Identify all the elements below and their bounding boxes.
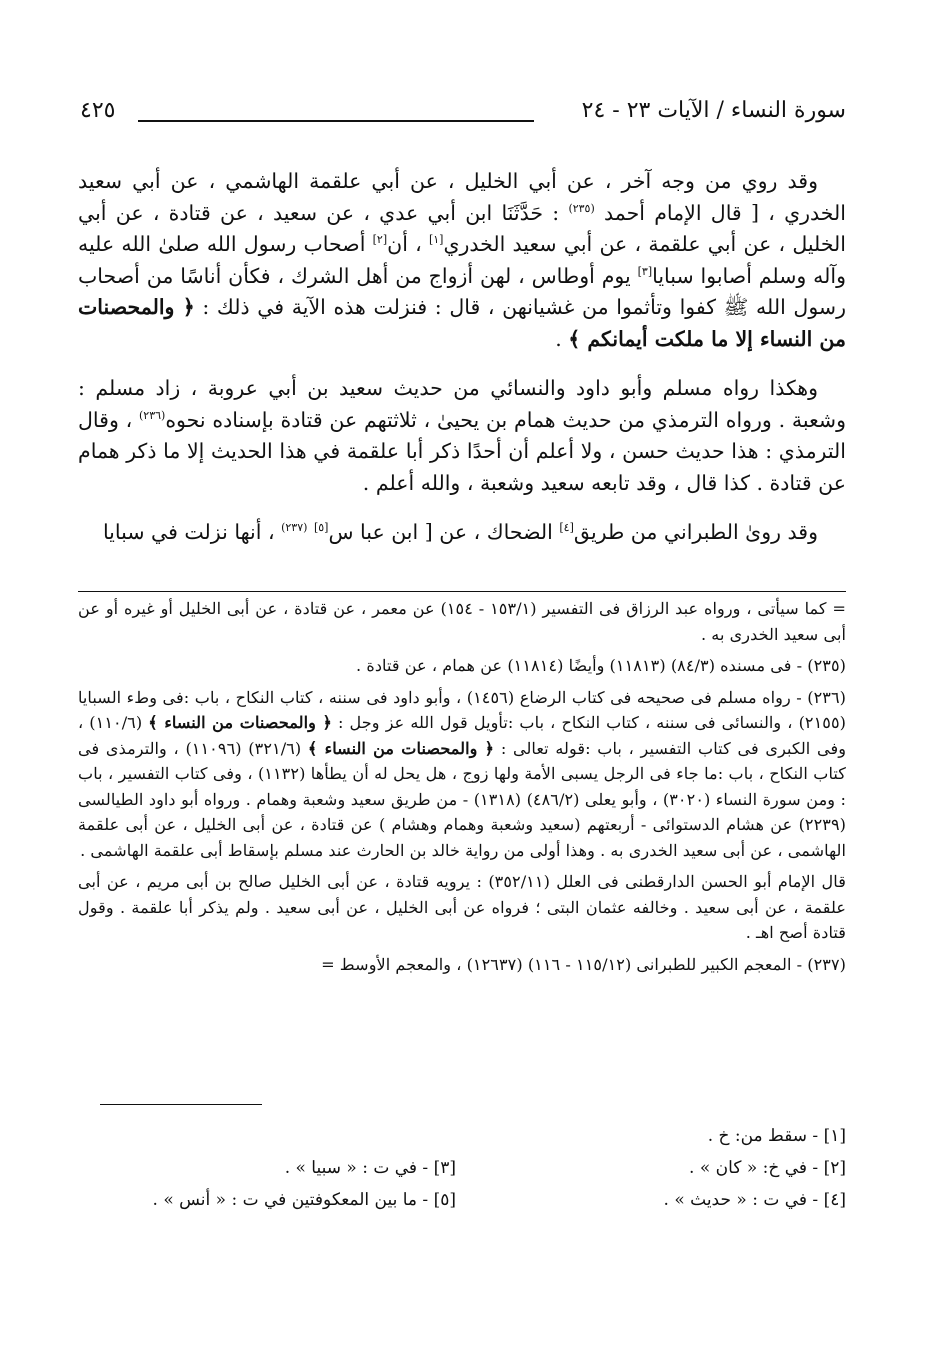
- quran-verse: ﴿ والمحصنات من النساء ﴾: [148, 713, 332, 732]
- quran-verse: ﴿ والمحصنات من النساء ﴾: [307, 738, 495, 758]
- variant-mark: [٢]: [372, 233, 388, 247]
- reference-mark: (٢٣٧): [281, 521, 308, 535]
- manuscript-variants: [100, 1120, 846, 1216]
- paragraph-3: [78, 517, 846, 549]
- text-run: ، وقال الترمذي : هذا حديث حسن ، ولا أعلم أن أحدًا ذكر أبا علقمة في هذا الحديث إلا ما ذكر همام عن قتادة . كذا قال ، وقد تابعه سعيد وشعبة ، والله أعلم .: [78, 407, 846, 495]
- variant-4: [٤] - في ت : « حديث » .: [663, 1190, 846, 1210]
- running-title: سورة النساء / الآيات ٢٣ - ٢٤: [581, 98, 846, 123]
- text-run: (٢٣٦) - رواه مسلم فى صحيحه فى كتاب الرضاع (١٤٥٦) ، وأبو داود فى سننه ، كتاب النكاح ، باب :فى وطء السبايا (٢١٥٥) ، والنسائى فى سننه ، كتاب النكاح ، باب :تأويل قول الله عز وجل :: [78, 687, 846, 732]
- footnote-continuation: = كما سيأتى ، ورواه عبد الرزاق فى التفسير (١٥٣/١ - ١٥٤) عن معمر ، عن قتادة ، عن أبى الخليل أو غيره أو عن أبى سعيد الخدرى به .: [78, 599, 846, 644]
- variant-mark: [٤]: [559, 521, 574, 535]
- text-run: ، أن: [387, 232, 422, 256]
- paragraph-2: [78, 373, 846, 499]
- reference-mark: (٢٣٦): [138, 408, 166, 422]
- text-run: .: [555, 326, 562, 351]
- page-number: ٤٢٥: [80, 98, 116, 123]
- text-run: وقد روىٰ الطبراني من طريق: [573, 520, 818, 544]
- variant-mark: [٣]: [637, 264, 653, 278]
- variant-row: [100, 1184, 846, 1216]
- variants-separator: [100, 1104, 262, 1105]
- variant-1: [١] - سقط من: خ .: [707, 1126, 846, 1146]
- text-run: (١١٠/٦) ، وفى الكبرى فى كتاب التفسير ، باب :قوله تعالى :: [78, 713, 847, 758]
- variant-3: [٣] - في ت : « سبيا » .: [284, 1158, 456, 1178]
- footnote-236-darqutni: قال الإمام أبو الحسن الدارقطنى فى العلل (٣٥٢/١١) : يرويه قتادة ، عن أبى الخليل صالح بن أبى مريم ، عن أبى علقمة ، عن أبى سعيد . وخالفه عثمان البتى ؛ فرواه عن أبى الخليل ، عن أبى سعيد . ولم يذكر أبا علقمة . وقول قتادة أصح اهـ .: [78, 872, 846, 942]
- variant-2: [٢] - في خ: « كان » .: [689, 1158, 846, 1178]
- reference-mark: (٢٣٥): [568, 201, 595, 215]
- variant-mark: [١]: [428, 233, 444, 247]
- footnote-235: (٢٣٥) - فى مسنده (٨٤/٣) (١١٨١٣) وأيضًا (١١٨١٤) عن همام ، عن قتادة .: [356, 656, 846, 675]
- text-run: ، أنها نزلت في سبايا: [102, 520, 275, 544]
- text-run: يوم أوطاس ، لهن أزواج من أهل الشرك ، فكأن أناسًا من أصحاب رسول الله ﷺ كفوا وتأثموا من غشيانهن ، قال : فنزلت هذه الآية في ذلك :: [78, 263, 846, 319]
- quran-verse: ﴿ والمحصنات من النساء إلا ما ملكت أيمانكم ﴾: [78, 295, 846, 351]
- text-run: أصحاب رسول الله صلىٰ الله عليه وآله وسلم أصابوا سبايا: [78, 232, 846, 288]
- footnote-237: (٢٣٧) - المعجم الكبير للطبرانى (١١٥/١٢ - ١١٦) (١٢٦٣٧) ، والمعجم الأوسط =: [321, 954, 846, 974]
- variant-5: [٥] - ما بين المعكوفتين في ت : « أنس » .: [152, 1190, 456, 1210]
- main-text: [78, 166, 846, 567]
- footnotes: [78, 596, 846, 983]
- text-run: (٣٢١/٦) (١١٠٩٦) ، والترمذى فى كتاب النكاح ، باب :ما جاء فى الرجل يسبى الأمة ولها زوج ، هل يحل له أن يطأها (١١٣٢) ، وفى كتاب التفسير ، باب : ومن سورة النساء (٣٠٢٠) ، وأبو يعلى (٤٨٦/٢) (١٣١٨) - من طريق سعيد وشعبة وهمام . ورواه أبو داود الطيالسى (٢٢٣٩) عن هشام الدستوائى - أربعتهم (سعيد وشعبة وهمام وهشام ) عن قتادة ، عن أبى الخليل ، عن أبى علقمة الهاشمى ، عن أبى سعيد الخدرى به . وهذا أولى من رواية خالد بن الحارث عند مسلم بإسقاط أبى علقمة الهاشمى .: [78, 738, 846, 860]
- text-run: وقد روي من وجه آخر ، عن أبي الخليل ، عن أبي علقمة الهاشمي ، عن أبي سعيد الخدري ، [ قال الإمام أحمد: [78, 169, 846, 225]
- footnote-separator: [78, 591, 846, 592]
- page-header: [80, 94, 846, 134]
- text-run: : حَدَّثَنَا ابن أبي عدي ، عن سعيد ، عن قتادة ، عن أبي الخليل ، عن أبي علقمة ، عن أبي سعيد الخدري: [78, 200, 847, 256]
- paragraph-1: [78, 166, 846, 355]
- header-rule: [138, 120, 534, 122]
- text-run: الضحاك ، عن [ ابن عبا س: [328, 520, 553, 544]
- variant-row: [100, 1120, 846, 1152]
- footnote-236: [78, 685, 846, 864]
- variant-mark: [٥]: [313, 521, 329, 535]
- variant-row: [100, 1152, 846, 1184]
- text-run: وهكذا رواه مسلم وأبو داود والنسائي من حديث سعيد بن أبي عروبة ، زاد مسلم : وشعبة . ورواه الترمذي من حديث همام بن يحيىٰ ، ثلاثتهم عن قتادة بإسناده نحوه: [78, 376, 846, 432]
